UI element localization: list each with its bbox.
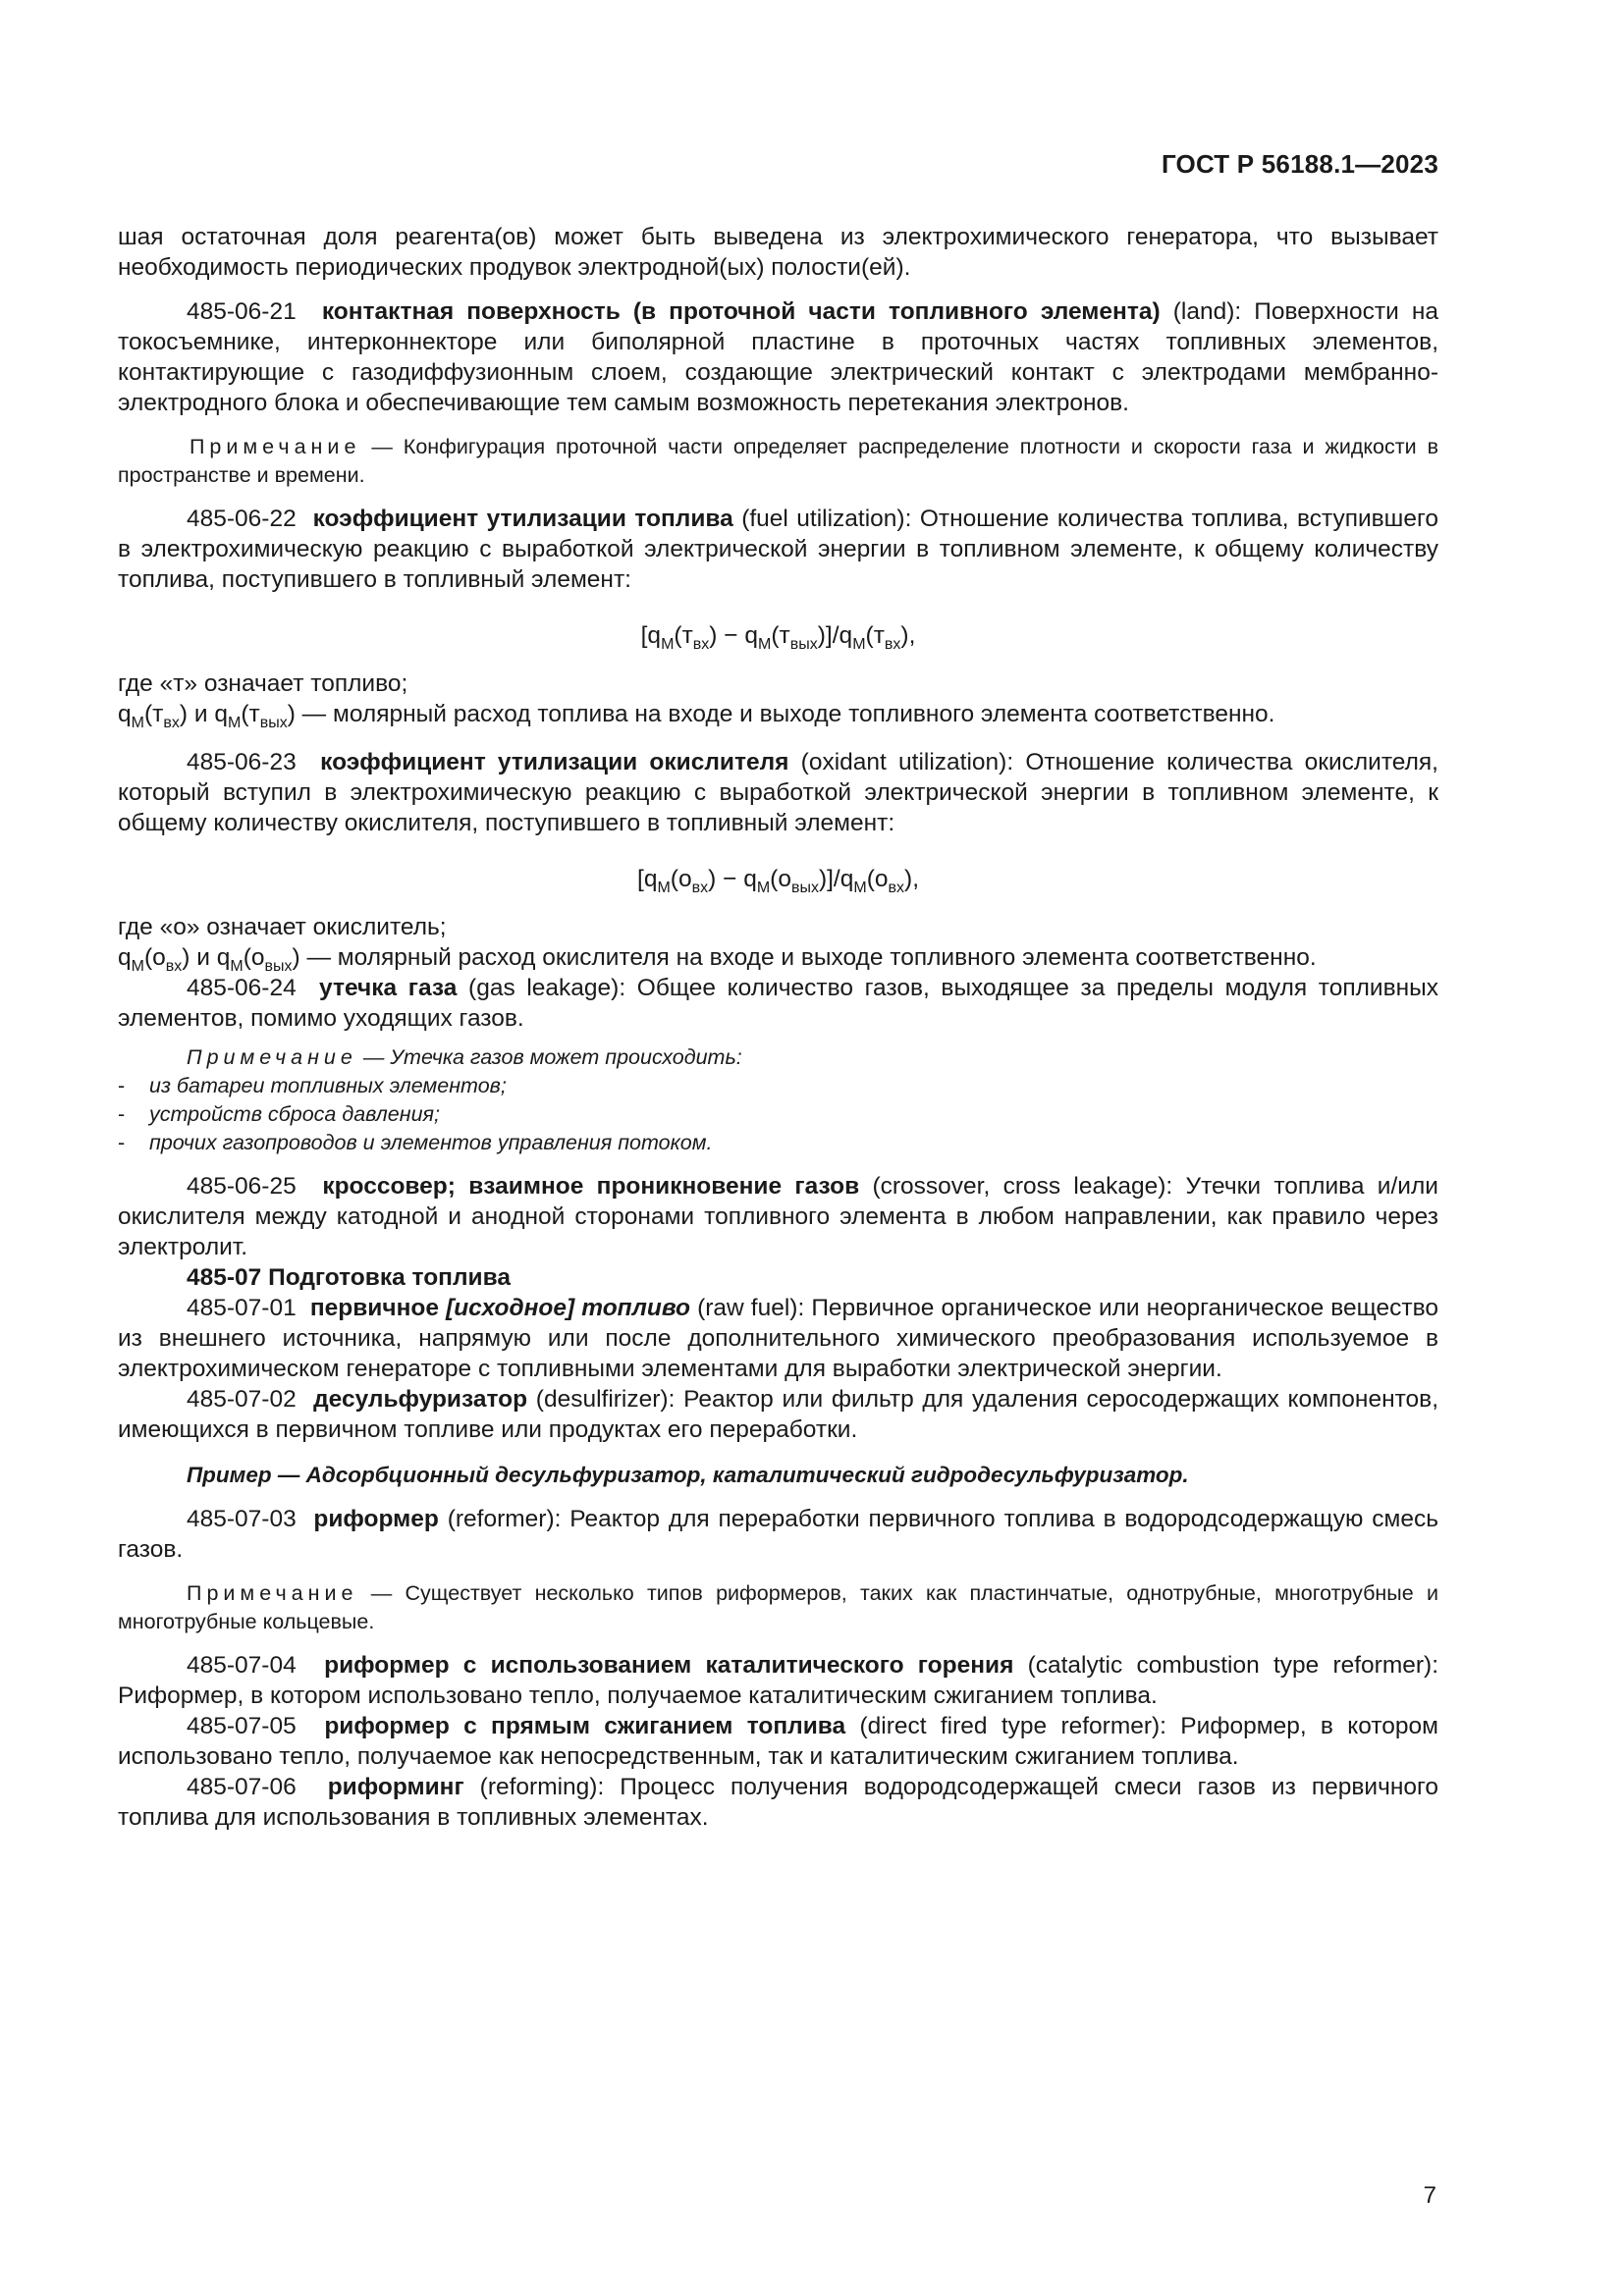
term-definition: (fuel utilization): Отношение количества топлива, вступившего в электрохимическую реакцию с выработкой электрической энергии в топливном элементе, к общему количеству топлива, поступившего в топливный элемент:	[118, 506, 1438, 593]
term-definition: (reformer): Реактор для переработки первичного топлива в водородсодержащую смесь газов.	[118, 1506, 1438, 1563]
term-title: риформер	[313, 1506, 439, 1532]
note-label: Примечание	[187, 1581, 358, 1605]
page-header: ГОСТ Р 56188.1—2023	[1161, 149, 1438, 179]
term-definition: (gas leakage): Общее количество газов, выходящее за пределы модуля топливных элементов, помимо уходящих газов.	[118, 975, 1439, 1032]
formula-explanation: $q_М(т_{вх})$ и $q_М(т_{вых})$ — молярный расход топлива на входе и выходе топливного элемента соответственно.	[118, 701, 1275, 731]
term-definition: (catalytic combustion type reformer): Риформер, в котором использовано тепло, получаемое каталитическим сжиганием топлива.	[118, 1652, 1438, 1709]
formula-fuel-utilization: $[q_М(т_{вх}) - q_М(т_{вых})]/q_М(т_{вх})$,	[640, 622, 916, 653]
list-item: - прочих газопроводов и элементов управления потоком.	[118, 1131, 713, 1154]
term-title: контактная поверхность (в проточной части топливного элемента)	[321, 298, 1161, 325]
term-definition: (reforming): Процесс получения водородсодержащей смеси газов из первичного топлива для использования в топливных элементах.	[118, 1774, 1439, 1831]
term-485-06-24: 485-06-24 утечка газа (gas leakage): Общее количество газов, выходящее за пределы модуля топливных элементов, помимо уходящих газов.	[118, 975, 1439, 1032]
term-485-07-02: 485-07-02 десульфуризатор (desulfirizer): Реактор или фильтр для удаления серосодержащих компонентов, имеющихся в первичном топливе или продуктах его переработки.	[118, 1386, 1438, 1443]
term-title: коэффициент утилизации окислителя	[320, 749, 789, 775]
term-definition: (desulfirizer): Реактор или фильтр для удаления серосодержащих компонентов, имеющихся в первичном топливе или продуктах его переработки.	[118, 1386, 1438, 1443]
term-485-07-03: 485-07-03 риформер (reformer): Реактор для переработки первичного топлива в водородсодержащую смесь газов.	[118, 1506, 1438, 1563]
term-485-06-22: 485-06-22 коэффициент утилизации топлива (fuel utilization): Отношение количества топлива, вступившего в электрохимическую реакцию с выработкой электрической энергии в топливном элементе, к общему количеству топлива, поступившего в топливный элемент:	[118, 506, 1438, 593]
page-number: 7	[1423, 2182, 1436, 2209]
note-label: Примечание	[189, 435, 361, 458]
term-title: риформер с прямым сжиганием топлива	[324, 1713, 846, 1739]
formula-where: где «т» означает топливо;	[118, 670, 408, 697]
term-485-07-05: 485-07-05 риформер с прямым сжиганием топлива (direct fired type reformer): Риформер, в котором использовано тепло, получаемое как непосредственным, так и каталитическим сжиганием топлива.	[118, 1713, 1439, 1770]
formula-explanation: $q_М(о_{вх})$ и $q_М(о_{вых})$ — молярный расход окислителя на входе и выходе топливного элемента соответственно.	[118, 944, 1317, 975]
term-title: коэффициент утилизации топлива	[312, 506, 733, 532]
section-heading: 485-07 Подготовка топлива	[187, 1264, 511, 1291]
term-title: утечка газа	[319, 975, 458, 1001]
term-definition: (raw fuel): Первичное органическое или неорганическое вещество из внешнего источника, напрямую или после дополнительного химического преобразования используемое в электрохимическом генераторе с топливными элементами для выработки электрической энергии.	[118, 1295, 1438, 1382]
example-485-07-02: Пример — Адсорбционный десульфуризатор, каталитический гидродесульфуризатор.	[187, 1463, 1189, 1487]
continuation-paragraph: шая остаточная доля реагента(ов) может быть выведена из электрохимического генератора, что вызывает необходимость периодических продувок электродной(ых) полости(ей).	[118, 224, 1438, 281]
term-485-07-04: 485-07-04 риформер с использованием каталитического горения (catalytic combustion type reformer): Риформер, в котором использовано тепло, получаемое каталитическим сжиганием топлива.	[118, 1652, 1438, 1709]
term-definition: (crossover, cross leakage): Утечки топлива и/или окислителя между катодной и анодной сторонами топливного элемента в любом направлении, как правило через электролит.	[118, 1173, 1438, 1260]
term-485-07-06: 485-07-06 риформинг (reforming): Процесс получения водородсодержащей смеси газов из первичного топлива для использования в топливных элементах.	[118, 1774, 1439, 1831]
term-title: десульфуризатор	[313, 1386, 528, 1413]
note-label: Примечание	[187, 1045, 357, 1069]
term-title: кроссовер; взаимное проникновение газов	[322, 1173, 860, 1200]
term-485-07-01: 485-07-01 первичное [исходное] топливо (raw fuel): Первичное органическое или неорганическое вещество из внешнего источника, напрямую или после дополнительного химического преобразования используемое в электрохимическом генераторе с топливными элементами для выработки электрической энергии.	[118, 1295, 1438, 1382]
list-item: - устройств сброса давления;	[118, 1102, 441, 1126]
term-definition: (oxidant utilization): Отношение количества окислителя, который вступил в электрохимическую реакцию с выработкой электрической энергии в топливном элементе, к общему количеству окислителя, поступившего в топливный элемент:	[118, 749, 1438, 836]
note-485-07-03: Примечание — Существует несколько типов риформеров, таких как пластинчатые, однотрубные, многотрубные и многотрубные кольцевые.	[118, 1581, 1438, 1633]
formula-oxidant-utilization: $[q_М(о_{вх}) - q_М(о_{вых})]/q_М(о_{вх})$,	[637, 866, 919, 896]
term-definition: (land): Поверхности на токосъемнике, интерконнекторе или биполярной пластине в проточных частях топливных элементов, контактирующие с газодиффузионным слоем, создающие электрический контакт с электродами мембранно-электродного блока и обеспечивающие тем самым возможность перетекания электронов.	[118, 298, 1438, 416]
term-title: первичное	[309, 1295, 439, 1321]
list-item: - из батареи топливных элементов;	[118, 1074, 507, 1097]
term-485-06-25: 485-06-25 кроссовер; взаимное проникновение газов (crossover, cross leakage): Утечки топлива и/или окислителя между катодной и анодной сторонами топливного элемента в любом направлении, как правило через электролит.	[118, 1173, 1438, 1260]
term-485-06-21: 485-06-21 контактная поверхность (в проточной части топливного элемента) (land): Поверхности на токосъемнике, интерконнекторе или биполярной пластине в проточных частях топливных элементов, контактирующие с газодиффузионным слоем, создающие электрический контакт с электродами мембранно-электродного блока и обеспечивающие тем самым возможность перетекания электронов.	[118, 298, 1438, 416]
note-485-06-21: Примечание — Конфигурация проточной части определяет распределение плотности и скорости газа и жидкости в пространстве и времени.	[118, 435, 1438, 487]
term-title-alt: [исходное] топливо	[446, 1295, 690, 1321]
document-body	[118, 222, 1438, 1833]
term-485-06-23: 485-06-23 коэффициент утилизации окислителя (oxidant utilization): Отношение количества окислителя, который вступил в электрохимическую реакцию с выработкой электрической энергии в топливном элементе, к общему количеству окислителя, поступившего в топливный элемент:	[118, 749, 1438, 836]
term-definition: (direct fired type reformer): Риформер, в котором использовано тепло, получаемое как непосредственным, так и каталитическим сжиганием топлива.	[118, 1713, 1439, 1770]
note-485-06-24: Примечание — Утечка газов может происходить: - из батареи топливных элементов; - устройств сброса давления; - прочих газопроводов и элементов управления потоком.	[118, 1043, 1438, 1157]
formula-where: где «о» означает окислитель;	[118, 914, 447, 940]
term-title: риформер с использованием каталитического горения	[324, 1652, 1014, 1679]
term-title: риформинг	[327, 1774, 464, 1800]
